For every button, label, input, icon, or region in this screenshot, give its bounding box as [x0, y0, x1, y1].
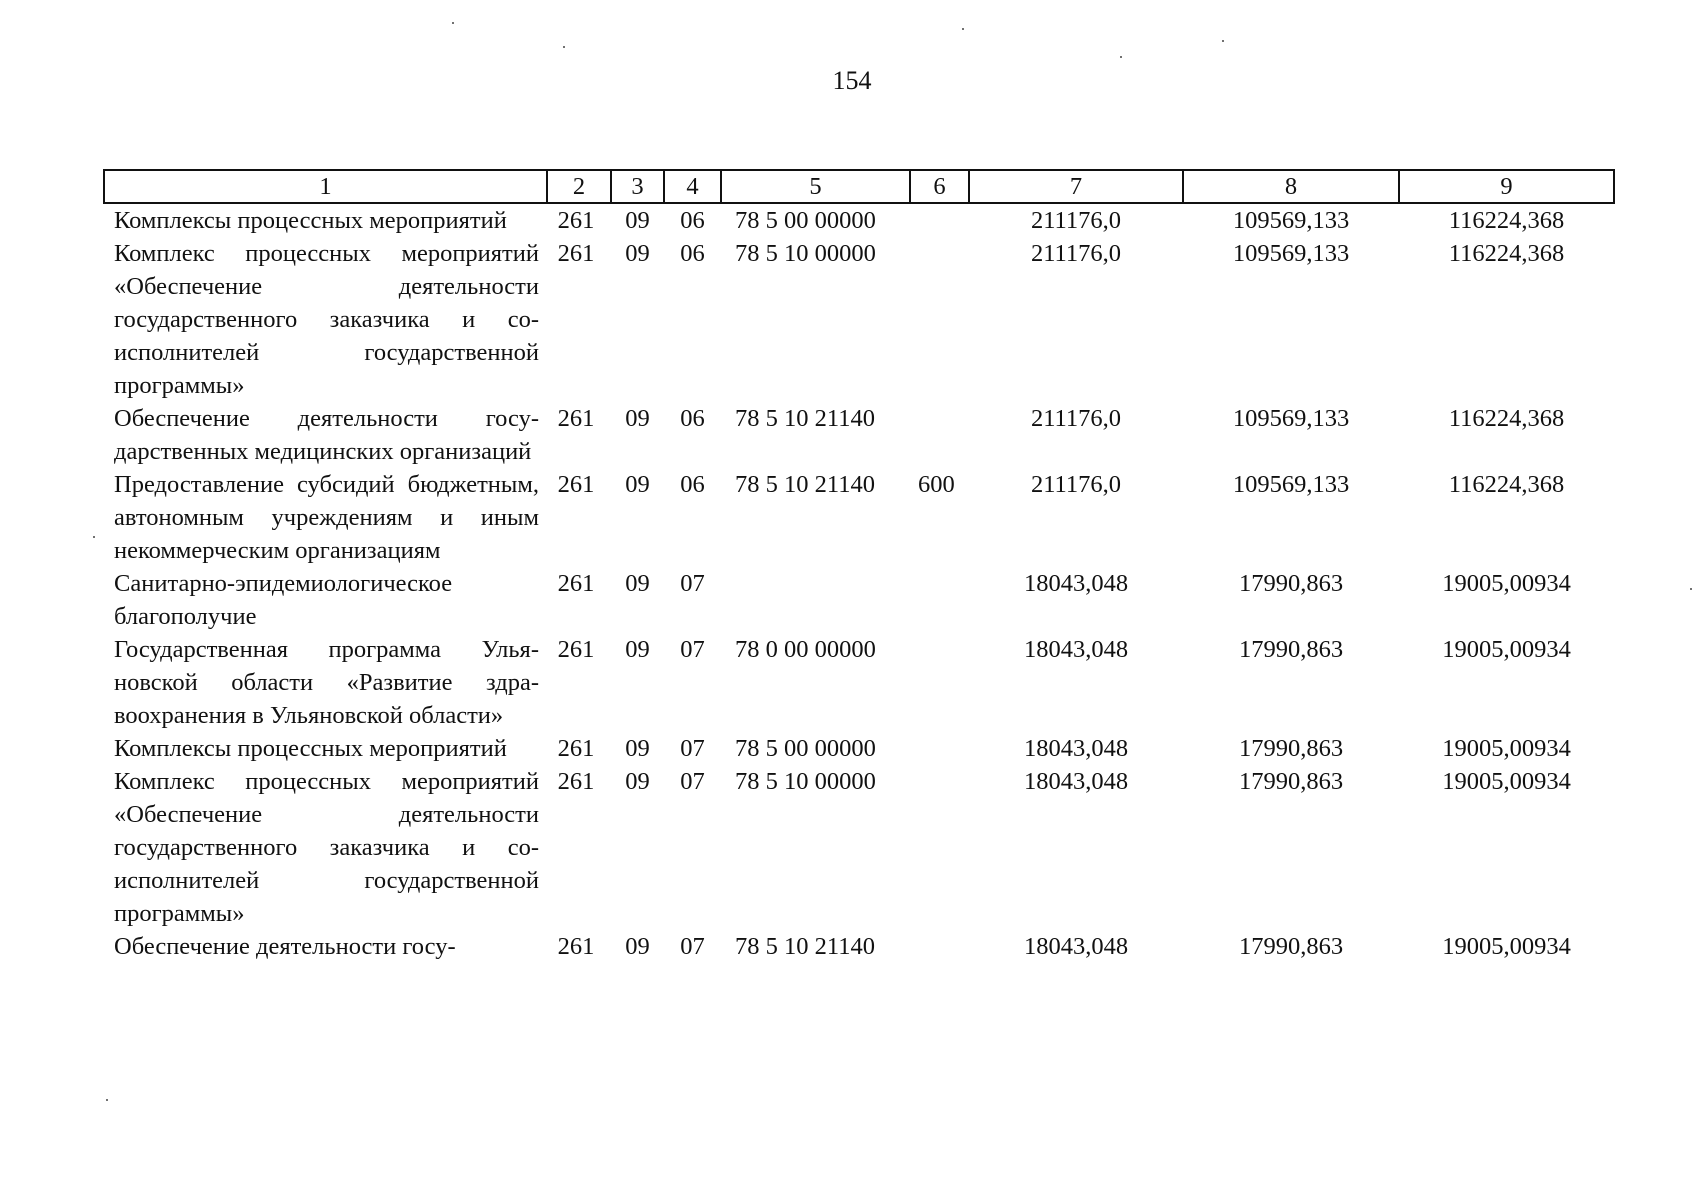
table-row	[104, 567, 1614, 633]
row-cell-2: 261	[557, 735, 595, 762]
row-cell-9: 19005,00934	[1442, 570, 1571, 597]
row-cell-4: 07	[680, 735, 705, 762]
row-cell-4: 06	[680, 471, 705, 498]
table-row	[104, 237, 1614, 402]
column-header-1: 1	[104, 170, 547, 203]
scan-speck	[962, 28, 964, 30]
row-cell-6: 600	[918, 471, 955, 498]
row-cell-8: 109569,133	[1232, 240, 1350, 267]
row-cell-3: 09	[625, 735, 650, 762]
row-name-cell: Обеспечение деятельности госу-	[114, 933, 456, 960]
scan-speck	[106, 1099, 108, 1101]
row-cell-5	[721, 567, 910, 633]
row-cell-9: 116224,368	[1448, 240, 1565, 267]
row-cell-8: 109569,133	[1232, 405, 1350, 432]
row-cell-6	[910, 930, 969, 963]
row-cell-5: 78 5 00 00000	[735, 207, 876, 234]
row-cell-9: 19005,00934	[1442, 768, 1571, 795]
page-number: 154	[832, 66, 872, 95]
row-cell-6	[910, 633, 969, 732]
row-name-cell: Санитарно-эпидемиологическое благополучие	[114, 570, 453, 630]
column-header-4: 4	[664, 170, 721, 203]
row-cell-2: 261	[557, 207, 595, 234]
row-name-cell: Комплекс процессных мероприятий «Обеспечение деятельности государственного заказчика и соисполнителей государственной программы»	[114, 240, 539, 399]
row-name-cell: Комплекс процессных мероприятий «Обеспечение деятельности государственного заказчика и соисполнителей государственной программы»	[114, 768, 539, 927]
scan-speck	[1690, 588, 1692, 590]
row-cell-5: 78 5 10 21140	[735, 933, 875, 960]
row-cell-2: 261	[557, 768, 595, 795]
row-cell-6	[910, 732, 969, 765]
row-cell-9: 19005,00934	[1442, 636, 1571, 663]
row-cell-5: 78 5 10 00000	[735, 768, 876, 795]
row-cell-2: 261	[557, 471, 595, 498]
row-cell-4: 07	[680, 933, 705, 960]
row-cell-4: 07	[680, 768, 705, 795]
row-cell-3: 09	[625, 570, 650, 597]
table-row	[104, 633, 1614, 732]
row-cell-7: 211176,0	[1030, 207, 1122, 234]
row-cell-2: 261	[557, 570, 595, 597]
column-header-3: 3	[611, 170, 664, 203]
row-cell-9: 116224,368	[1448, 471, 1565, 498]
row-cell-8: 17990,863	[1238, 768, 1344, 795]
row-cell-7: 18043,048	[1023, 735, 1129, 762]
row-cell-2: 261	[557, 636, 595, 663]
table-row	[104, 930, 1614, 963]
row-cell-3: 09	[625, 768, 650, 795]
row-cell-8: 17990,863	[1238, 933, 1344, 960]
row-cell-8: 17990,863	[1238, 636, 1344, 663]
row-cell-3: 09	[625, 405, 650, 432]
row-cell-7: 211176,0	[1030, 471, 1122, 498]
row-cell-5: 78 5 10 21140	[735, 471, 875, 498]
table-row	[104, 402, 1614, 468]
row-cell-2: 261	[557, 240, 595, 267]
row-name-cell: Комплексы процессных мероприятий	[114, 207, 507, 234]
row-cell-2: 261	[557, 405, 595, 432]
row-cell-9: 116224,368	[1448, 207, 1565, 234]
row-name-cell: Государственная программа Ульяновской области «Развитие здравоохранения в Ульяновской области»	[114, 636, 539, 729]
row-cell-8: 17990,863	[1238, 570, 1344, 597]
row-cell-6	[910, 237, 969, 402]
row-cell-8: 109569,133	[1232, 471, 1350, 498]
row-cell-8: 17990,863	[1238, 735, 1344, 762]
row-cell-4: 07	[680, 570, 705, 597]
row-cell-2: 261	[557, 933, 595, 960]
table-row	[104, 468, 1614, 567]
row-cell-7: 211176,0	[1030, 240, 1122, 267]
row-cell-7: 18043,048	[1023, 570, 1129, 597]
scan-speck	[452, 22, 454, 24]
row-name-cell: Комплексы процессных мероприятий	[114, 735, 507, 762]
table-row	[104, 765, 1614, 930]
row-cell-6	[910, 567, 969, 633]
row-cell-9: 19005,00934	[1442, 735, 1571, 762]
row-cell-6	[910, 765, 969, 930]
row-cell-4: 06	[680, 240, 705, 267]
column-header-7: 7	[969, 170, 1183, 203]
row-cell-3: 09	[625, 636, 650, 663]
row-cell-5: 78 5 00 00000	[735, 735, 876, 762]
row-cell-4: 06	[680, 207, 705, 234]
row-cell-7: 18043,048	[1023, 933, 1129, 960]
row-cell-5: 78 0 00 00000	[735, 636, 876, 663]
row-cell-8: 109569,133	[1232, 207, 1350, 234]
scan-speck	[1222, 40, 1224, 42]
row-cell-7: 211176,0	[1030, 405, 1122, 432]
row-cell-7: 18043,048	[1023, 636, 1129, 663]
row-cell-6	[910, 203, 969, 237]
scan-speck	[1120, 56, 1122, 58]
table-row	[104, 203, 1614, 237]
row-cell-6	[910, 402, 969, 468]
column-header-5: 5	[721, 170, 910, 203]
budget-table	[103, 169, 1615, 963]
column-header-9: 9	[1399, 170, 1614, 203]
row-name-cell: Обеспечение деятельности государственных медицинских организаций	[114, 405, 539, 465]
row-cell-9: 116224,368	[1448, 405, 1565, 432]
row-name-cell: Предоставление субсидий бюджетным, автономным учреждениям и иным некоммерческим организациям	[114, 471, 539, 564]
scan-speck	[563, 46, 565, 48]
row-cell-3: 09	[625, 240, 650, 267]
row-cell-3: 09	[625, 471, 650, 498]
row-cell-4: 07	[680, 636, 705, 663]
header-row	[104, 170, 1614, 203]
column-header-8: 8	[1183, 170, 1399, 203]
table-row	[104, 732, 1614, 765]
row-cell-3: 09	[625, 933, 650, 960]
scan-speck	[93, 536, 95, 538]
row-cell-9: 19005,00934	[1442, 933, 1571, 960]
row-cell-4: 06	[680, 405, 705, 432]
column-header-2: 2	[547, 170, 611, 203]
row-cell-5: 78 5 10 21140	[735, 405, 875, 432]
column-header-6: 6	[910, 170, 969, 203]
row-cell-3: 09	[625, 207, 650, 234]
row-cell-5: 78 5 10 00000	[735, 240, 876, 267]
row-cell-7: 18043,048	[1023, 768, 1129, 795]
